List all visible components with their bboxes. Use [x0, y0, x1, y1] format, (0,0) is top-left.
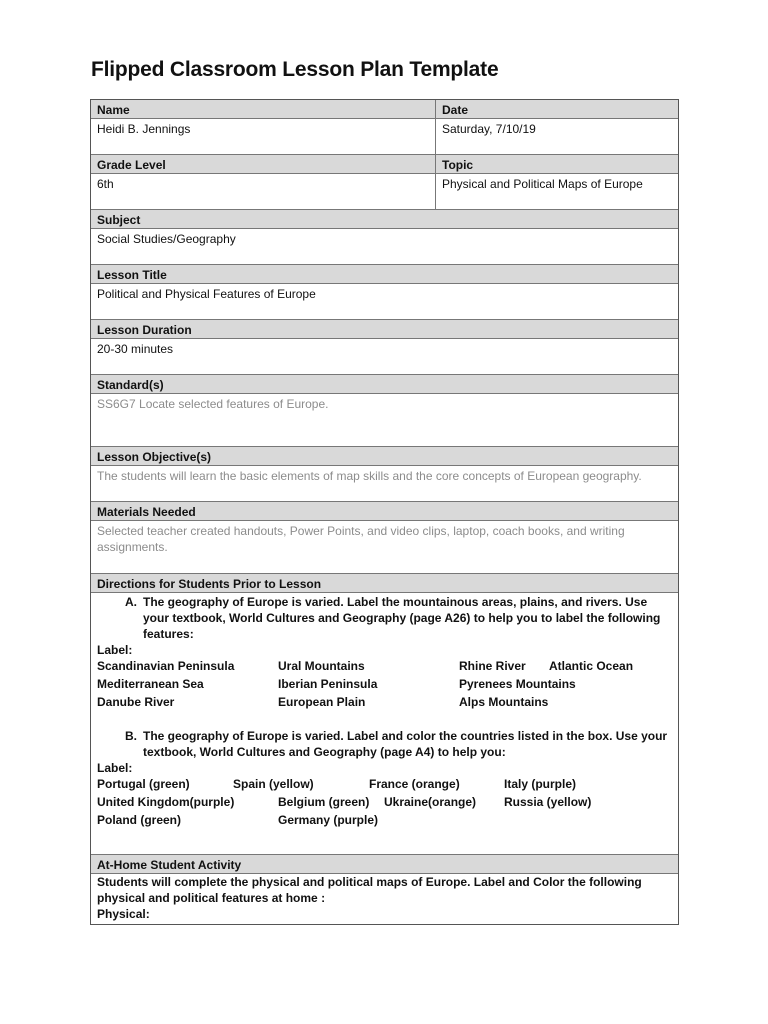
country-cell: Spain (yellow) — [233, 777, 314, 791]
country-cell: Germany (purple) — [278, 813, 379, 827]
date-value[interactable]: Saturday, 7/10/19 — [436, 119, 678, 154]
date-label: Date — [436, 100, 678, 118]
document-title: Flipped Classroom Lesson Plan Template — [91, 58, 499, 81]
standards-header-row — [91, 375, 678, 394]
feature-cell: Alps Mountains — [459, 695, 549, 709]
directions-content — [91, 593, 678, 854]
name-label: Name — [91, 100, 436, 118]
lesson-duration-value[interactable]: 20-30 minutes — [91, 339, 678, 374]
name-date-header-row — [91, 100, 678, 119]
standards-value[interactable]: SS6G7 Locate selected features of Europe. — [91, 394, 678, 446]
feature-row — [97, 658, 672, 676]
objectives-header-row — [91, 447, 678, 466]
label-heading: Label: — [97, 761, 133, 775]
subject-label: Subject — [91, 210, 678, 228]
directions-label: Directions for Students Prior to Lesson — [91, 574, 678, 592]
country-cell: Russia (yellow) — [504, 795, 592, 809]
home-header-row — [91, 855, 678, 874]
home-activity-label: At-Home Student Activity — [91, 855, 678, 873]
feature-cell: Danube River — [97, 695, 175, 709]
name-date-value-row — [91, 119, 678, 155]
directions-header-row — [91, 574, 678, 593]
duration-header-row — [91, 320, 678, 339]
item-text: The geography of Europe is varied. Label the mountainous areas, plains, and rivers. Use your textbook, World Cultures and Geography (page A26) to help you to label the following features: — [143, 595, 661, 641]
lesson-title-value[interactable]: Political and Physical Features of Europe — [91, 284, 678, 319]
objectives-value-row — [91, 466, 678, 502]
duration-value-row — [91, 339, 678, 375]
country-cell: Italy (purple) — [504, 777, 577, 791]
home-value-row — [91, 874, 678, 924]
objectives-value[interactable]: The students will learn the basic elements of map skills and the core concepts of European geography. — [91, 466, 678, 501]
lesson-title-header-row — [91, 265, 678, 284]
lesson-plan-form — [90, 99, 679, 925]
item-text: The geography of Europe is varied. Label and color the countries listed in the box. Use your textbook, World Cultures and Geography (page A4) to help you: — [143, 729, 668, 759]
topic-value[interactable]: Physical and Political Maps of Europe — [436, 174, 678, 209]
home-activity-content — [91, 874, 678, 924]
subject-value[interactable]: Social Studies/Geography — [91, 229, 678, 264]
grade-level-label: Grade Level — [91, 155, 436, 173]
grade-topic-value-row — [91, 174, 678, 210]
country-cell: Belgium (green) — [278, 795, 370, 809]
feature-cell: Atlantic Ocean — [549, 659, 634, 673]
objectives-label: Lesson Objective(s) — [91, 447, 678, 465]
feature-cell: Pyrenees Mountains — [459, 677, 576, 691]
materials-header-row — [91, 502, 678, 521]
subject-value-row — [91, 229, 678, 265]
feature-cell: European Plain — [278, 695, 366, 709]
country-cell: United Kingdom(purple) — [97, 795, 235, 809]
physical-label: Physical: — [97, 907, 150, 921]
grade-topic-header-row — [91, 155, 678, 174]
materials-value[interactable]: Selected teacher created handouts, Power Points, and video clips, laptop, coach books, and writing assignments. — [91, 521, 678, 573]
materials-value-row — [91, 521, 678, 574]
spacer — [97, 830, 672, 850]
country-row — [97, 812, 672, 830]
item-letter: A. — [125, 595, 137, 609]
label-heading: Label: — [97, 643, 133, 657]
lesson-duration-label: Lesson Duration — [91, 320, 678, 338]
directions-item-a — [97, 594, 672, 642]
country-row — [97, 794, 672, 812]
name-value[interactable]: Heidi B. Jennings — [91, 119, 436, 154]
lesson-title-label: Lesson Title — [91, 265, 678, 283]
lesson-title-value-row — [91, 284, 678, 320]
subject-header-row — [91, 210, 678, 229]
feature-cell: Iberian Peninsula — [278, 677, 378, 691]
standards-label: Standard(s) — [91, 375, 678, 393]
spacer — [97, 712, 672, 728]
home-activity-text: Students will complete the physical and political maps of Europe. Label and Color the following physical and political features at home : — [97, 875, 642, 905]
feature-row — [97, 694, 672, 712]
country-cell: France (orange) — [369, 777, 460, 791]
topic-label: Topic — [436, 155, 678, 173]
feature-row — [97, 676, 672, 694]
feature-cell: Scandinavian Peninsula — [97, 659, 235, 673]
country-cell: Portugal (green) — [97, 777, 190, 791]
grade-level-value[interactable]: 6th — [91, 174, 436, 209]
country-row — [97, 776, 672, 794]
feature-cell: Ural Mountains — [278, 659, 365, 673]
standards-value-row — [91, 394, 678, 447]
feature-cell: Mediterranean Sea — [97, 677, 204, 691]
directions-value-row — [91, 593, 678, 855]
country-cell: Ukraine(orange) — [384, 795, 477, 809]
item-letter: B. — [125, 729, 137, 743]
country-cell: Poland (green) — [97, 813, 182, 827]
materials-label: Materials Needed — [91, 502, 678, 520]
feature-cell: Rhine River — [459, 659, 526, 673]
directions-item-b — [97, 728, 672, 760]
